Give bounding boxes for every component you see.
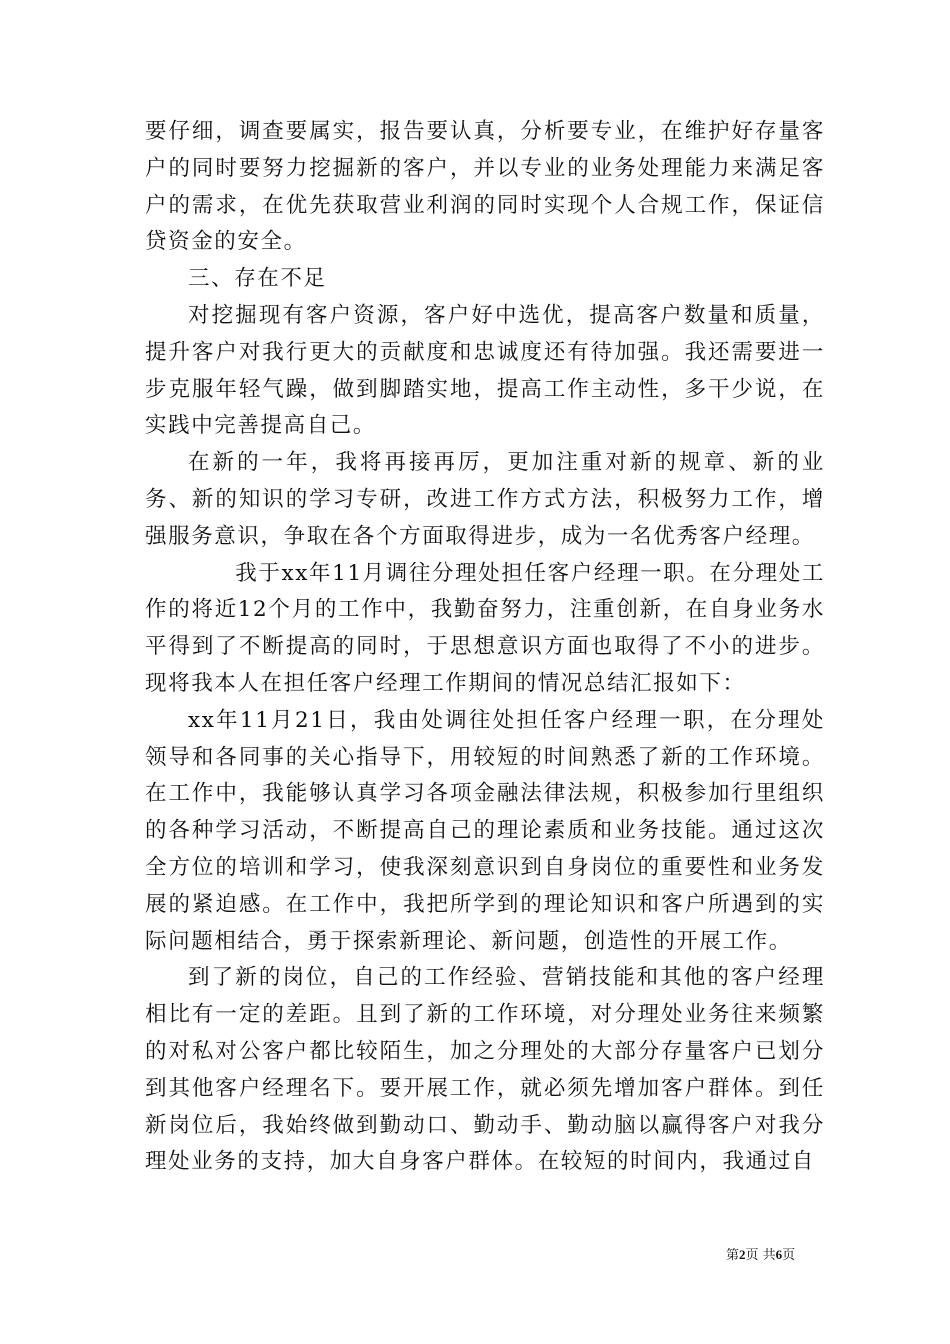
paragraph-summary-intro: 我于xx年11月调往分理处担任客户经理一职。在分理处工作的将近12个月的工作中，我勤奋努力，注重创新，在自身业务水平得到了不断提高的同时，于思想意识方面也取得了不小的进步。现将我本人在担任客户经理工作期间的情况总结汇报如下：: [145, 560, 825, 696]
paragraph-continuation: 要仔细，调查要属实，报告要认真，分析要专业，在维护好存量客户的同时要努力挖掘新的客户，并以专业的业务处理能力来满足客户的需求，在优先获取营业利润的同时实现个人合规工作，保证信贷资金的安全。: [145, 119, 825, 255]
paragraph-new-position: 到了新的岗位，自己的工作经验、营销技能和其他的客户经理相比有一定的差距。且到了新的工作环境，对分理处业务往来频繁的对私对公客户都比较陌生，加之分理处的大部分存量客户已划分到其他客户经理名下。要开展工作，就必须先增加客户群体。到任新岗位后，我始终做到勤动口、勤动手、勤动脑以赢得客户对我分理处业务的支持，加大自身客户群体。在较短的时间内，我通过自: [145, 965, 825, 1175]
section-heading-shortcomings: 三、存在不足: [188, 266, 327, 292]
footer-middle: 页 共: [745, 1248, 776, 1263]
footer-prefix: 第: [726, 1248, 740, 1263]
footer-total-pages: 6: [775, 1247, 783, 1262]
document-body: [145, 114, 825, 1181]
paragraph-new-year-plan: 在新的一年，我将再接再厉，更加注重对新的规章、新的业务、新的知识的学习专研，改进工作方式方法，积极努力工作，增强服务意识，争取在各个方面取得进步，成为一名优秀客户经理。: [145, 450, 825, 549]
paragraph-shortcomings: 对挖掘现有客户资源，客户好中选优，提高客户数量和质量，提升客户对我行更大的贡献度和忠诚度还有待加强。我还需要进一步克服年轻气躁，做到脚踏实地，提高工作主动性，多干少说，在实践中完善提高自己。: [145, 302, 825, 439]
page-number-footer: [726, 1246, 836, 1265]
footer-suffix: 页: [782, 1248, 796, 1263]
footer-current-page: 2: [739, 1247, 746, 1262]
paragraph-transfer-details: xx年11月21日，我由处调往处担任客户经理一职，在分理处领导和各同事的关心指导下，用较短的时间熟悉了新的工作环境。在工作中，我能够认真学习各项金融法律法规，积极参加行里组织的各种学习活动，不断提高自己的理论素质和业务技能。通过这次全方位的培训和学习，使我深刻意识到自身岗位的重要性和业务发展的紧迫感。在工作中，我把所学到的理论知识和客户所遇到的实际问题相结合，勇于探索新理论、新问题，创造性的开展工作。: [145, 707, 825, 954]
